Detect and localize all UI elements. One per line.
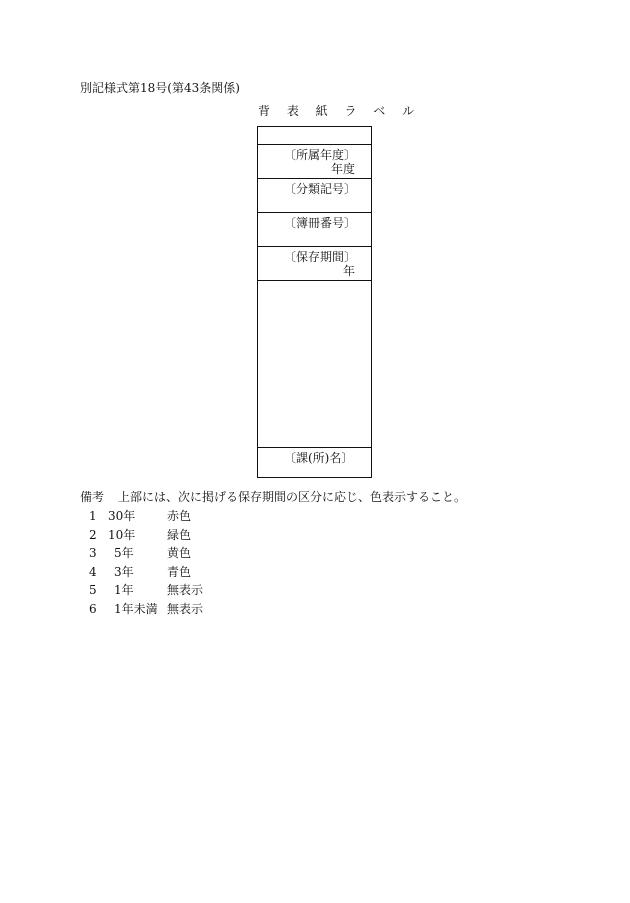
retention-period: 3年 <box>114 564 134 579</box>
department-label: 〔課(所)名〕 <box>284 451 354 465</box>
fiscal-year-unit: 年度 <box>330 162 355 176</box>
item-number: 3 <box>89 546 97 560</box>
retention-period-unit: 年 <box>342 264 355 278</box>
notes-text: 上部には、次に掲げる保存期間の区分に応じ、色表示すること。 <box>118 490 467 504</box>
color-band-row <box>258 127 371 145</box>
item-number: 6 <box>89 601 97 616</box>
retention-period-row <box>258 247 371 281</box>
color-code: 黄色 <box>167 546 192 560</box>
register-number-label: 〔簿冊番号〕 <box>284 216 357 230</box>
item-number: 2 <box>89 527 97 542</box>
retention-period: 30年 <box>108 509 136 523</box>
color-code: 無表示 <box>167 583 204 597</box>
retention-period: 1年 <box>114 583 134 597</box>
classification-label: 〔分類記号〕 <box>284 182 357 196</box>
color-code: 無表示 <box>167 601 204 616</box>
retention-period: 1年未満 <box>114 601 158 616</box>
retention-period-label: 〔保存期間〕 <box>284 250 357 264</box>
list-item <box>80 564 466 583</box>
list-item <box>80 527 466 546</box>
notes-section <box>80 489 466 619</box>
color-code: 赤色 <box>167 509 192 523</box>
color-code-list <box>80 508 466 619</box>
spine-label-box <box>257 126 372 478</box>
item-number: 1 <box>89 509 97 523</box>
retention-period: 10年 <box>108 527 136 542</box>
form-heading: 別記様式第18号(第43条関係) <box>80 81 240 95</box>
list-item <box>80 545 466 564</box>
retention-period: 5年 <box>114 546 134 560</box>
list-item <box>80 508 466 527</box>
label-title: 背 表 紙 ラ ベ ル <box>258 104 421 118</box>
list-item <box>80 582 466 601</box>
department-row <box>258 448 371 479</box>
notes-keyword: 備考 <box>80 490 105 504</box>
item-number: 5 <box>89 583 97 597</box>
classification-row <box>258 179 371 213</box>
register-number-row <box>258 213 371 247</box>
fiscal-year-label: 〔所属年度〕 <box>284 148 357 162</box>
color-code: 緑色 <box>167 527 192 542</box>
fiscal-year-row <box>258 145 371 179</box>
title-blank-area <box>258 281 371 448</box>
notes-heading <box>80 489 466 505</box>
item-number: 4 <box>89 564 97 579</box>
list-item <box>80 601 466 620</box>
color-code: 青色 <box>167 564 192 579</box>
